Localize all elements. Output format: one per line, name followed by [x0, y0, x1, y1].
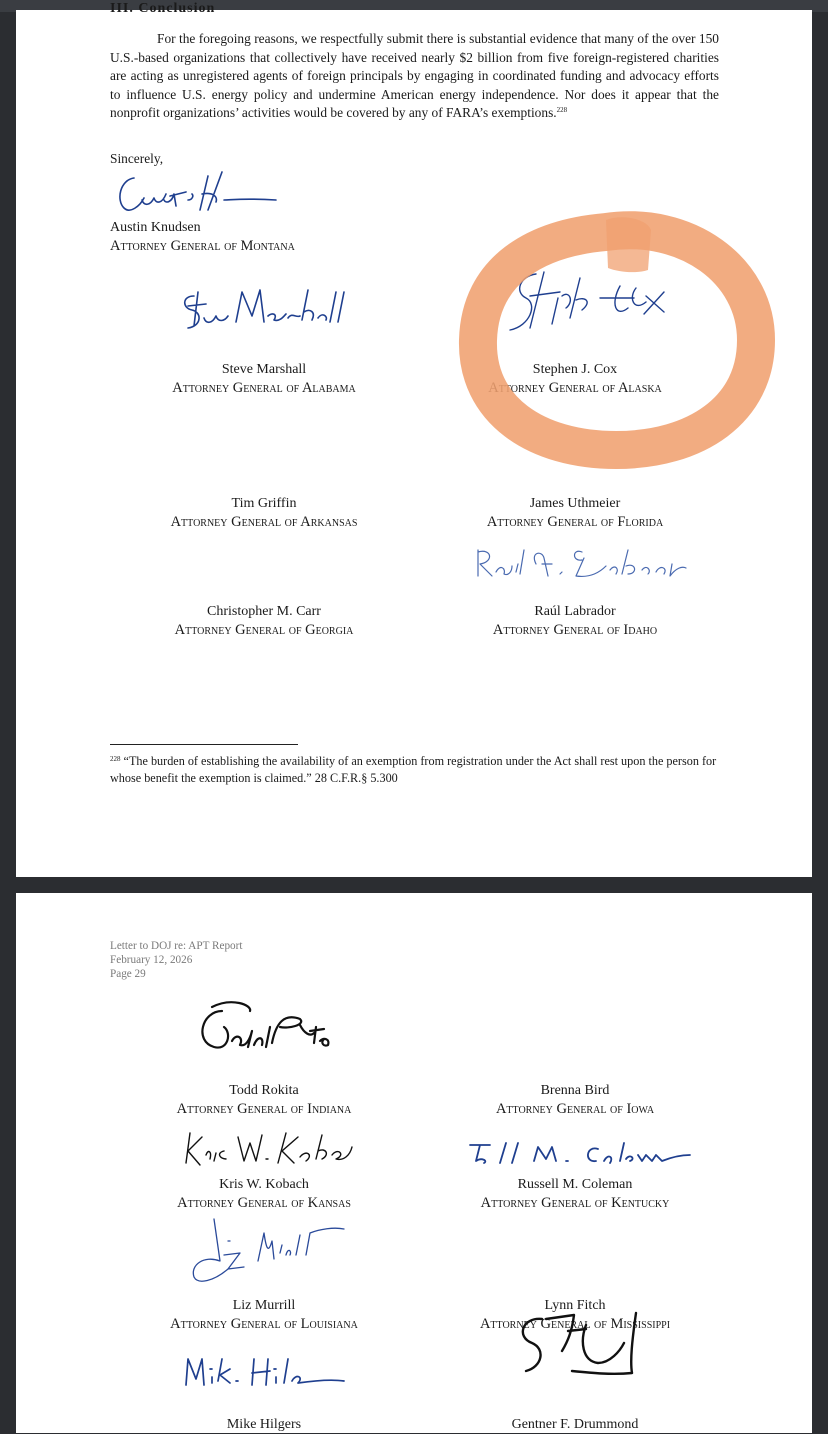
- highlight-circle-annotation: [456, 210, 786, 495]
- footnote-divider: [110, 744, 298, 745]
- signer-block-griffin: Tim Griffin Attorney General of Arkansas: [170, 496, 358, 530]
- signature-liz-murrill: [184, 1215, 354, 1295]
- signature-todd-rokita: [192, 997, 342, 1057]
- signer-block-uthmeier: James Uthmeier Attorney General of Florida: [486, 496, 664, 530]
- signer-block-labrador: Raúl Labrador Attorney General of Idaho: [492, 604, 658, 638]
- signer-block-knudsen: [110, 218, 410, 256]
- signature-mike-hilgers: [180, 1351, 350, 1391]
- signer-block-bird: Brenna Bird Attorney General of Iowa: [495, 1083, 655, 1117]
- signer-block-murrill: Liz Murrill Attorney General of Louisiana: [170, 1298, 358, 1332]
- signer-block-fitch: Lynn Fitch Attorney General of Mississippi: [479, 1298, 671, 1332]
- signer-block-carr: Christopher M. Carr Attorney General of Georgia: [174, 604, 354, 638]
- document-page-29: [16, 893, 812, 1433]
- page-letterhead: Letter to DOJ re: APT Report February 12, 2026 Page 29: [110, 940, 243, 980]
- footnote: $^{228}$ “The burden of establishing the availability of an exemption from registration under the Act shall rest upon the person for whose benefit the exemption is claimed.” 28 C.F.R.§ 5.300: [110, 754, 717, 785]
- footnote-reference: 228: [556, 106, 568, 115]
- closing-salutation: Sincerely,: [110, 151, 164, 166]
- signer-block-hilgers: Mike Hilgers: [226, 1417, 302, 1432]
- signer-title: Attorney General of Montana: [110, 238, 295, 254]
- signature-stephen-cox: [500, 268, 680, 338]
- section-heading: III. Conclusion: [110, 1, 216, 16]
- signer-block-drummond: Gentner F. Drummond: [511, 1417, 639, 1432]
- signer-name: Austin Knudsen: [110, 220, 201, 235]
- conclusion-paragraph: For the foregoing reasons, we respectfully submit there is substantial evidence that many of the over 150 U.S.-based organizations that collectively have received nearly $2 billion from five foreign-registered charities are acting as unregistered agents of foreign principals by engaging in coordinated funding and advocacy efforts to influence U.S. energy policy and undermine American energy independence. Nor does it appear that the nonprofit organizations’ activities would be covered by any of FARA’s exemptions.$^{228}$: [110, 31, 719, 121]
- signer-block-coleman: Russell M. Coleman Attorney General of Kentucky: [480, 1177, 670, 1211]
- signer-block-kobach: Kris W. Kobach Attorney General of Kansas: [177, 1177, 351, 1211]
- signature-austin-knudsen: [112, 170, 282, 220]
- signature-steve-marshall: [176, 282, 356, 342]
- signature-lynn-fitch: [512, 1311, 662, 1391]
- signer-block-marshall: Steve Marshall Attorney General of Alabama: [172, 362, 356, 396]
- signature-raul-labrador: [472, 544, 692, 584]
- document-page-28: [16, 1, 812, 877]
- signer-block-cox: Stephen J. Cox Attorney General of Alaska: [488, 362, 662, 396]
- signature-kris-kobach: [182, 1129, 352, 1169]
- signer-block-rokita: Todd Rokita Attorney General of Indiana: [176, 1083, 352, 1117]
- signature-russell-coleman: [466, 1139, 696, 1169]
